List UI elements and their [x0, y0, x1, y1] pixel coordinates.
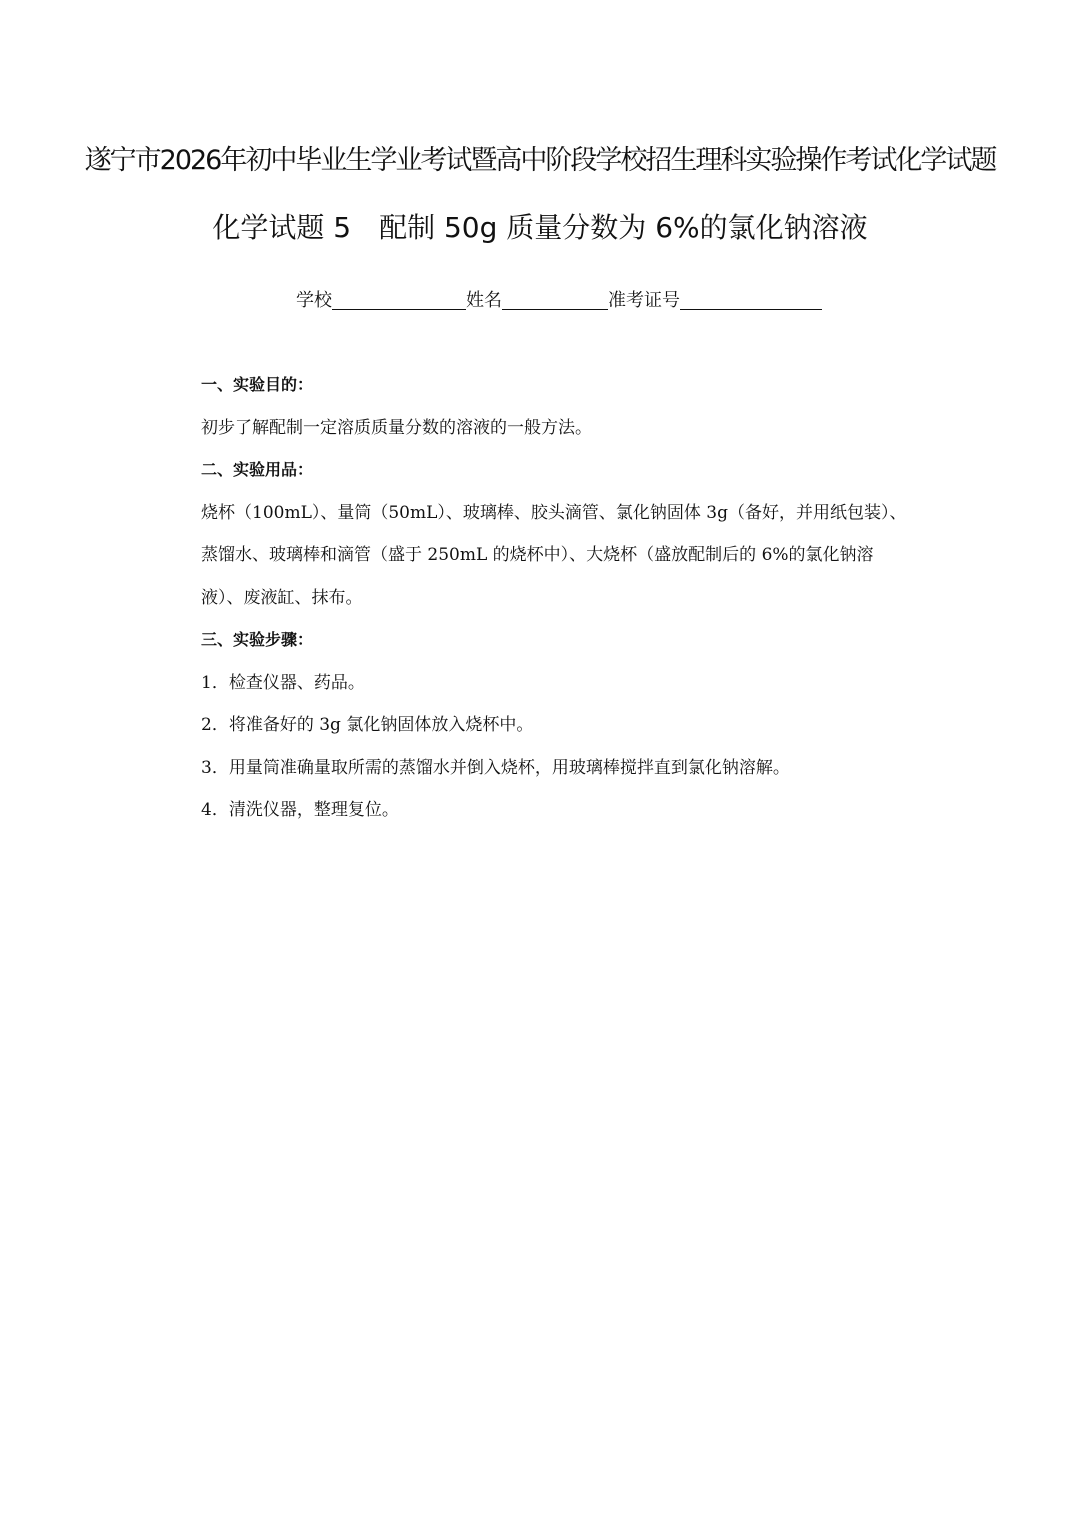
candidate-info-fields: [296, 283, 822, 315]
materials-line: 蒸馏水、玻璃棒和滴管（盛于 250mL 的烧杯中）、大烧杯（盛放配制后的 6%的氯化钠溶: [201, 545, 874, 565]
document-subtitle: 化学试题 5 配制 50g 质量分数为 6%的氯化钠溶液: [212, 211, 868, 244]
exam-id-blank[interactable]: [680, 285, 822, 310]
step-item: 2．将准备好的 3g 氯化钠固体放入烧杯中。: [201, 715, 534, 735]
exam-id-label: 准考证号: [608, 290, 680, 311]
section-heading-materials: 二、实验用品：: [201, 460, 314, 479]
name-blank[interactable]: [502, 285, 608, 310]
school-blank[interactable]: [332, 285, 466, 310]
materials-line: 烧杯（100mL）、量筒（50mL）、玻璃棒、胶头滴管、氯化钠固体 3g（备好，并用纸包装）、: [201, 502, 907, 523]
section-heading-purpose: 一、实验目的：: [201, 375, 314, 394]
step-item: 4．清洗仪器，整理复位。: [201, 800, 399, 820]
purpose-text: 初步了解配制一定溶质质量分数的溶液的一般方法。: [201, 417, 592, 438]
step-item: 1．检查仪器、药品。: [201, 672, 365, 693]
step-item: 3．用量筒准确量取所需的蒸馏水并倒入烧杯，用玻璃棒搅拌直到氯化钠溶解。: [201, 757, 790, 778]
document-title: 遂宁市2026年初中毕业生学业考试暨高中阶段学校招生理科实验操作考试化学试题: [84, 145, 996, 176]
materials-line: 液）、废液缸、抹布。: [201, 587, 363, 608]
name-label: 姓名: [466, 290, 502, 311]
document-body: [201, 364, 931, 832]
section-heading-steps: 三、实验步骤：: [201, 630, 314, 649]
school-label: 学校: [296, 290, 332, 311]
